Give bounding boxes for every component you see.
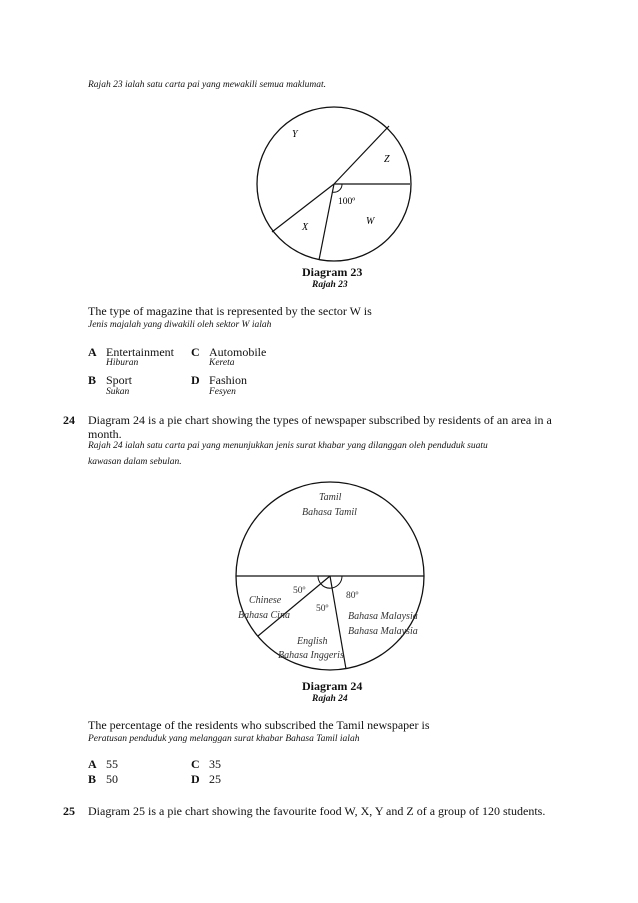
- q24-option-c-letter: C: [191, 757, 200, 771]
- tamil-label-ms: Bahasa Tamil: [302, 507, 357, 518]
- q23-option-c[interactable]: Automobile: [209, 345, 267, 359]
- q25-stem-en: Diagram 25 is a pie chart showing the favourite food W, X, Y and Z of a group of 120 students.: [88, 804, 546, 818]
- malay-label: Bahasa Malaysia: [348, 611, 418, 622]
- q23-option-d[interactable]: Fashion: [209, 373, 248, 387]
- q25-number: 25: [63, 804, 75, 818]
- q24-option-b-letter: B: [88, 772, 97, 786]
- chinese-label: Chinese: [249, 595, 282, 606]
- english-label-ms: Bahasa Inggeris: [278, 650, 344, 661]
- diagram-23-caption-ms: Rajah 23: [312, 280, 348, 290]
- sector-x-label: X: [302, 222, 309, 233]
- q23-stem-en: The type of magazine that is represented by the sector W is: [88, 304, 372, 318]
- english-label: English: [297, 636, 328, 647]
- q24-number: 24: [63, 413, 75, 427]
- diagram-24-pie-chart: [230, 478, 430, 678]
- q24-question-ms: Peratusan penduduk yang melanggan surat khabar Bahasa Tamil ialah: [88, 734, 360, 744]
- q23-option-d-ms: Fesyen: [209, 387, 236, 397]
- q24-stem-en-2: month.: [88, 427, 122, 441]
- q24-stem-ms-2: kawasan dalam sebulan.: [88, 457, 182, 467]
- malay-label-ms: Bahasa Malaysia: [348, 626, 418, 637]
- diagram-23-caption: Diagram 23: [302, 265, 363, 279]
- q24-option-a-letter: A: [88, 757, 97, 771]
- q24-option-a[interactable]: 55: [106, 757, 118, 771]
- tamil-label: Tamil: [319, 492, 342, 503]
- sector-w-label: W: [366, 216, 375, 227]
- q23-option-a-letter: A: [88, 345, 97, 359]
- q23-option-a[interactable]: Entertainment: [106, 345, 174, 359]
- q24-stem-ms-1: Rajah 24 ialah satu carta pai yang menunjukkan jenis surat khabar yang dilanggan oleh penduduk suatu: [88, 441, 488, 451]
- q24-question-en: The percentage of the residents who subscribed the Tamil newspaper is: [88, 718, 430, 732]
- english-angle-label: 50º: [316, 604, 329, 614]
- sector-z-label: Z: [384, 154, 390, 165]
- diagram-24-caption: Diagram 24: [302, 679, 363, 693]
- intro-text: Rajah 23 ialah satu carta pai yang mewakili semua maklumat.: [88, 80, 327, 90]
- q24-option-c[interactable]: 35: [209, 757, 221, 771]
- q24-stem-en-1: Diagram 24 is a pie chart showing the types of newspaper subscribed by residents of an area in a: [88, 413, 552, 427]
- q23-option-a-ms: Hiburan: [106, 358, 139, 368]
- q24-option-d[interactable]: 25: [209, 772, 221, 786]
- q23-option-b[interactable]: Sport: [106, 373, 133, 387]
- chinese-label-ms: Bahasa Cina: [238, 610, 290, 621]
- diagram-24-caption-ms: Rajah 24: [312, 694, 348, 704]
- q24-option-b[interactable]: 50: [106, 772, 118, 786]
- q23-option-c-ms: Kereta: [209, 358, 235, 368]
- diagram-23-pie-chart: [250, 104, 420, 272]
- chinese-angle-label: 50º: [293, 586, 306, 596]
- q23-option-b-letter: B: [88, 373, 97, 387]
- angle-100-label: 100º: [338, 197, 356, 207]
- q23-option-b-ms: Sukan: [106, 387, 130, 397]
- q24-option-d-letter: D: [191, 772, 200, 786]
- q23-option-d-letter: D: [191, 373, 200, 387]
- q23-stem-ms: Jenis majalah yang diwakili oleh sektor W ialah: [88, 320, 272, 330]
- q23-option-c-letter: C: [191, 345, 200, 359]
- malay-angle-label: 80º: [346, 591, 359, 601]
- sector-y-label: Y: [292, 129, 298, 140]
